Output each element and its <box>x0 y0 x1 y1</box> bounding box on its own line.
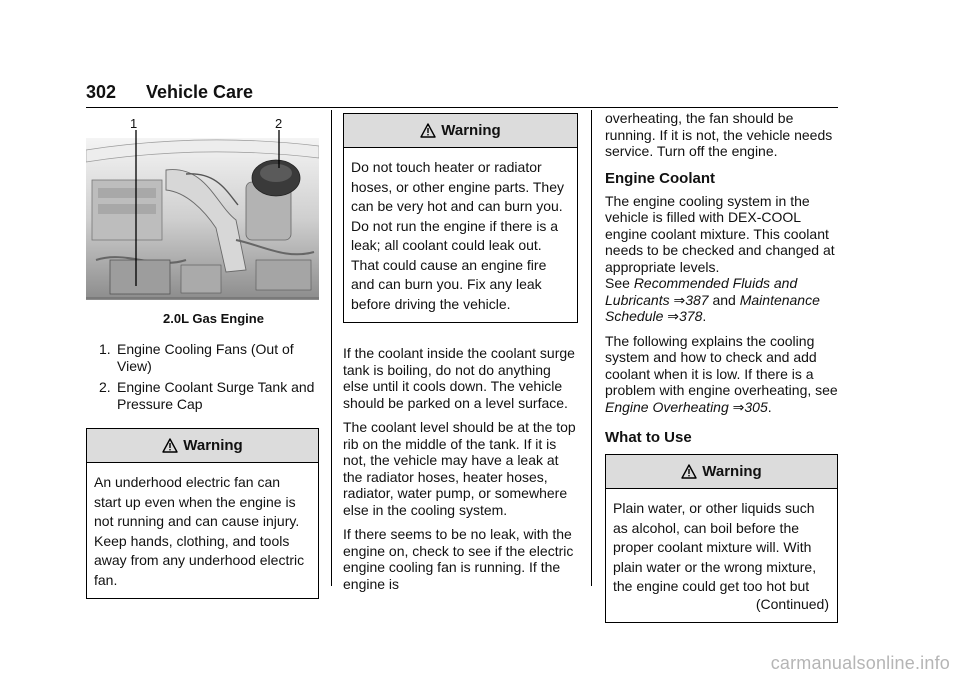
warning-box-water <box>605 454 838 623</box>
warning-triangle-icon <box>420 123 436 138</box>
ref-page[interactable]: 305 <box>744 398 768 415</box>
warning-title: Warning <box>183 437 243 454</box>
callout-2: 2 <box>275 116 283 131</box>
watermark: carmanualsonline.info <box>770 653 950 673</box>
paragraph-text: The following explains the cooling system and how to check and add coolant when it is low. If there is a problem with engine overheating, see <box>605 332 838 398</box>
warning-text: Plain water, or other liquids such as alcohol, can boil before the proper coolant mixture will. With plain water or the wrong mixture, the engine could get too hot but <box>613 500 817 594</box>
legend-item <box>86 341 319 375</box>
legend-number: 1. <box>99 341 111 357</box>
warning-body: Do not touch heater or radiator hoses, or other engine parts. They can be very hot and can burn you. Do not run the engine if there is a leak; all coolant could leak out. That could cause an engine fire and can burn you. Fix any leak before driving the vehicle. <box>351 159 564 312</box>
ref-page[interactable]: 387 <box>685 291 709 308</box>
see-text: See <box>605 275 630 291</box>
section-title: Vehicle Care <box>146 82 254 102</box>
page-ref-icon: ⇒ <box>667 308 680 324</box>
legend-text: Engine Coolant Surge Tank and Pressure Cap <box>117 379 315 412</box>
figure-caption: 2.0L Gas Engine <box>163 311 264 326</box>
and-text: and <box>712 291 736 308</box>
ref-link-fluids[interactable]: Recommended Fluids and Lubricants <box>605 275 798 308</box>
warning-header <box>87 429 318 463</box>
page-ref-icon: ⇒ <box>673 291 686 308</box>
page-ref-icon: ⇒ <box>732 398 745 415</box>
engine-bay-image <box>86 110 319 310</box>
warning-triangle-icon <box>162 438 178 453</box>
body-paragraph: The following explains the cooling system and how to check and add coolant when it is low. If there is a problem with engine overheating, see Engine Overheating ⇒305. <box>605 332 838 415</box>
legend-item <box>86 379 319 413</box>
ref-link-maintenance[interactable]: Maintenance Schedule <box>605 291 820 324</box>
column-divider <box>331 110 332 586</box>
paragraph-text: The engine cooling system in the vehicle is filled with DEX-COOL engine coolant mixture. This coolant needs to be checked and changed at appropriate levels. <box>605 192 835 275</box>
legend-number: 2. <box>99 379 111 395</box>
body-paragraph: The coolant level should be at the top rib on the middle of the tank. If it is not, the vehicle may have a leak at the radiator hoses, heater hoses, radiator, water pump, or somewhere else in the cooling system. <box>343 419 576 518</box>
body-paragraph: overheating, the fan should be running. If it is not, the vehicle needs service. Turn off the engine. <box>605 110 833 159</box>
callout-1: 1 <box>130 116 138 131</box>
warning-triangle-icon <box>681 464 697 479</box>
ref-link-overheating[interactable]: Engine Overheating <box>605 398 729 415</box>
warning-title: Warning <box>702 463 762 480</box>
continued-label: (Continued) <box>755 595 829 612</box>
figure-legend <box>86 341 319 413</box>
heading-what-to-use: What to Use <box>605 429 692 446</box>
warning-body: An underhood electric fan can start up even when the engine is not running and can cause injury. Keep hands, clothing, and tools away from any underhood electric fan. <box>94 474 305 588</box>
warning-title: Warning <box>441 122 501 139</box>
warning-header <box>344 114 577 148</box>
page-number: 302 <box>86 82 117 102</box>
ref-page[interactable]: 378 <box>679 308 703 324</box>
warning-header <box>606 455 837 489</box>
column-right <box>605 110 838 623</box>
column-divider <box>591 110 592 586</box>
column-middle <box>343 110 578 600</box>
body-paragraph: If there seems to be no leak, with the engine on, check to see if the electric engine cooling fan is running. If the engine is <box>343 526 574 592</box>
heading-engine-coolant: Engine Coolant <box>605 169 715 187</box>
legend-text: Engine Cooling Fans (Out of View) <box>117 341 294 374</box>
column-left <box>86 110 319 599</box>
warning-body <box>606 489 837 622</box>
warning-box-hot-parts <box>343 113 578 323</box>
body-paragraph: If the coolant inside the coolant surge tank is boiling, do not do anything else until it cools down. The vehicle should be parked on a level surface. <box>343 345 575 411</box>
page-header <box>86 80 838 108</box>
engine-figure <box>86 110 319 310</box>
warning-box-fan <box>86 428 319 599</box>
body-paragraph: The engine cooling system in the vehicle is filled with DEX-COOL engine coolant mixture. This coolant needs to be checked and changed at appropriate levels. See Recommended Fluids and Lubricants ⇒387 and Maintenance Schedule ⇒378. <box>605 192 835 324</box>
